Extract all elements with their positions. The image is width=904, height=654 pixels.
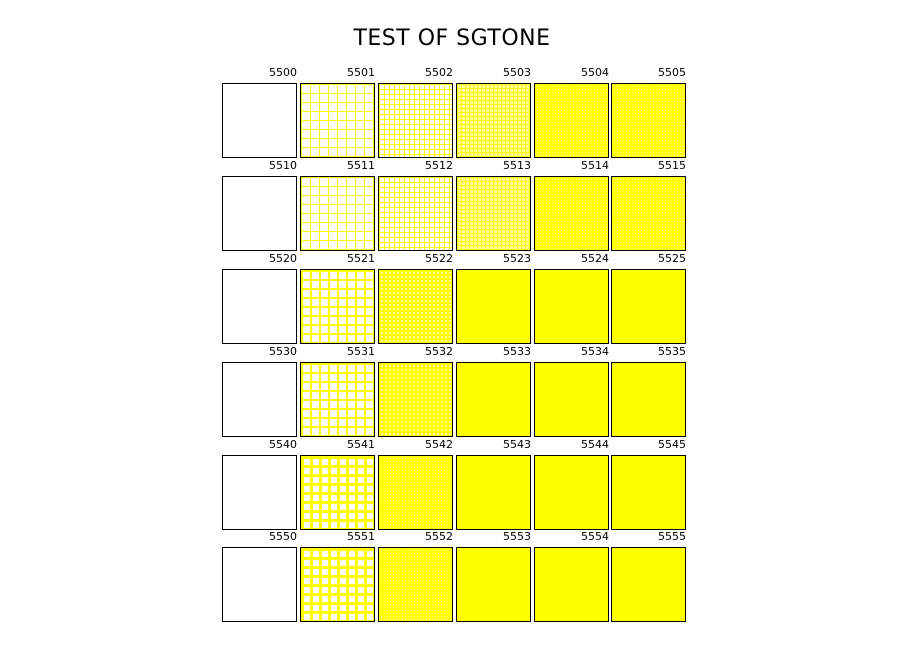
tone-cell-5541: [300, 438, 375, 530]
tone-cell-5543: [456, 438, 531, 530]
tone-label: 5532: [425, 345, 453, 358]
tone-cell-5521: [300, 252, 375, 344]
tone-label: 5524: [581, 252, 609, 265]
page-title: TEST OF SGTONE: [353, 26, 551, 51]
tone-swatch: [456, 83, 531, 158]
tone-cell-5523: [456, 252, 531, 344]
tone-swatch: [456, 176, 531, 251]
tone-cell-5551: [300, 530, 375, 622]
tone-swatch: [456, 269, 531, 344]
tone-swatch: [611, 362, 686, 437]
tone-label: 5502: [425, 66, 453, 79]
tone-label: 5543: [503, 438, 531, 451]
tone-label: 5513: [503, 159, 531, 172]
tone-swatch: [534, 176, 609, 251]
tone-cell-5550: [222, 530, 297, 622]
tone-cell-5512: [378, 159, 453, 251]
tone-label: 5542: [425, 438, 453, 451]
tone-cell-5511: [300, 159, 375, 251]
tone-swatch: [611, 83, 686, 158]
tone-swatch: [456, 362, 531, 437]
tone-swatch: [611, 269, 686, 344]
tone-label: 5554: [581, 530, 609, 543]
tone-cell-5525: [611, 252, 686, 344]
tone-swatch: [222, 455, 297, 530]
tone-cell-5502: [378, 66, 453, 158]
tone-swatch: [300, 547, 375, 622]
tone-swatch: [378, 83, 453, 158]
tone-label: 5550: [269, 530, 297, 543]
tone-cell-5542: [378, 438, 453, 530]
tone-swatch: [534, 547, 609, 622]
tone-swatch: [300, 362, 375, 437]
tone-label: 5555: [658, 530, 686, 543]
tone-swatch: [222, 269, 297, 344]
tone-cell-5500: [222, 66, 297, 158]
tone-cell-5532: [378, 345, 453, 437]
tone-swatch: [456, 455, 531, 530]
tone-label: 5512: [425, 159, 453, 172]
tone-cell-5535: [611, 345, 686, 437]
tone-label: 5521: [347, 252, 375, 265]
tone-label: 5505: [658, 66, 686, 79]
tone-cell-5520: [222, 252, 297, 344]
tone-cell-5513: [456, 159, 531, 251]
tone-cell-5554: [534, 530, 609, 622]
tone-label: 5533: [503, 345, 531, 358]
tone-cell-5531: [300, 345, 375, 437]
tone-cell-5530: [222, 345, 297, 437]
tone-cell-5555: [611, 530, 686, 622]
tone-cell-5505: [611, 66, 686, 158]
tone-swatch: [300, 176, 375, 251]
tone-label: 5510: [269, 159, 297, 172]
tone-swatch: [222, 547, 297, 622]
tone-cell-5544: [534, 438, 609, 530]
tone-swatch: [534, 362, 609, 437]
tone-cell-5503: [456, 66, 531, 158]
tone-label: 5525: [658, 252, 686, 265]
tone-swatch: [222, 362, 297, 437]
tone-cell-5522: [378, 252, 453, 344]
tone-swatch: [611, 176, 686, 251]
tone-label: 5504: [581, 66, 609, 79]
tone-swatch: [378, 176, 453, 251]
tone-swatch: [456, 547, 531, 622]
tone-cell-5514: [534, 159, 609, 251]
tone-swatch: [534, 269, 609, 344]
tone-cell-5524: [534, 252, 609, 344]
tone-label: 5541: [347, 438, 375, 451]
tone-swatch: [534, 455, 609, 530]
tone-label: 5503: [503, 66, 531, 79]
tone-cell-5510: [222, 159, 297, 251]
tone-cell-5504: [534, 66, 609, 158]
tone-swatch: [222, 83, 297, 158]
tone-cell-5534: [534, 345, 609, 437]
tone-cell-5552: [378, 530, 453, 622]
tone-swatch: [534, 83, 609, 158]
tone-label: 5551: [347, 530, 375, 543]
tone-label: 5535: [658, 345, 686, 358]
tone-swatch: [378, 269, 453, 344]
tone-cell-5540: [222, 438, 297, 530]
tone-swatch: [378, 362, 453, 437]
tone-label: 5540: [269, 438, 297, 451]
tone-label: 5545: [658, 438, 686, 451]
tone-cell-5501: [300, 66, 375, 158]
tone-label: 5520: [269, 252, 297, 265]
tone-label: 5523: [503, 252, 531, 265]
tone-label: 5511: [347, 159, 375, 172]
tone-label: 5522: [425, 252, 453, 265]
tone-swatch: [300, 269, 375, 344]
tone-label: 5544: [581, 438, 609, 451]
tone-swatch: [378, 455, 453, 530]
tone-label: 5534: [581, 345, 609, 358]
tone-label: 5515: [658, 159, 686, 172]
tone-swatch: [300, 455, 375, 530]
tone-swatch: [300, 83, 375, 158]
tone-label: 5514: [581, 159, 609, 172]
tone-cell-5553: [456, 530, 531, 622]
tone-swatch: [611, 455, 686, 530]
tone-label: 5530: [269, 345, 297, 358]
tone-swatch: [378, 547, 453, 622]
tone-label: 5501: [347, 66, 375, 79]
tone-cell-5515: [611, 159, 686, 251]
tone-label: 5500: [269, 66, 297, 79]
tone-label: 5552: [425, 530, 453, 543]
tone-cell-5533: [456, 345, 531, 437]
tone-swatch: [611, 547, 686, 622]
tone-cell-5545: [611, 438, 686, 530]
tone-label: 5531: [347, 345, 375, 358]
tone-swatch: [222, 176, 297, 251]
tone-label: 5553: [503, 530, 531, 543]
